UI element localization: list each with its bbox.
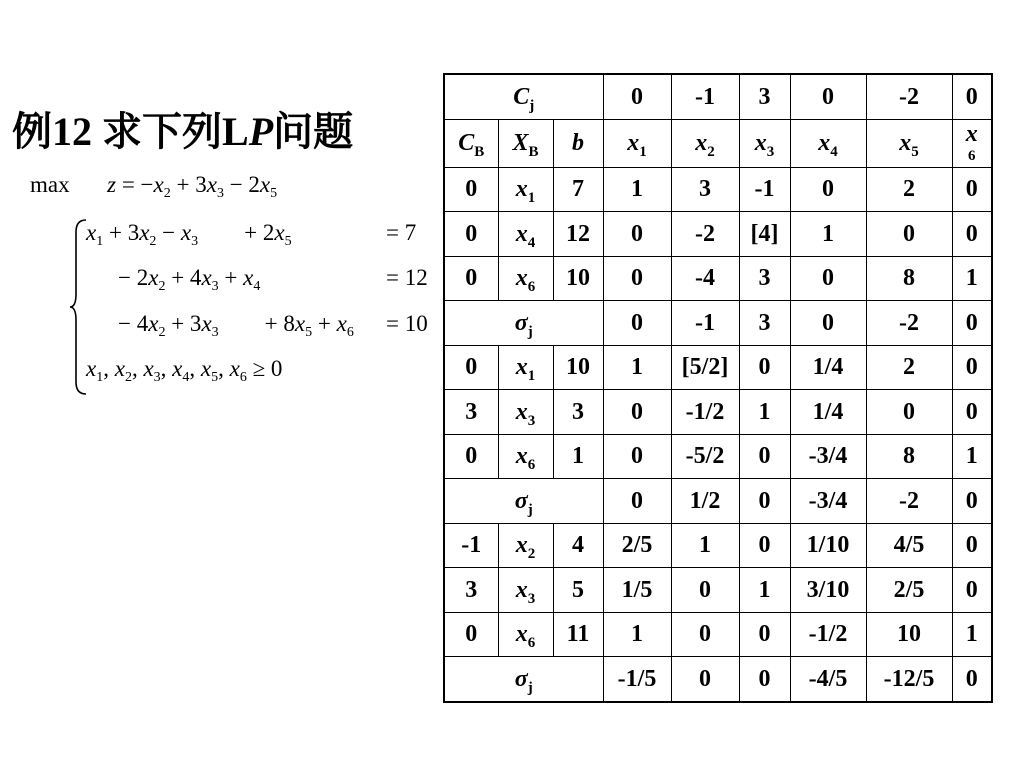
sigma-value-2: 1/2 — [671, 479, 739, 524]
sigma-value-1: 0 — [603, 301, 671, 346]
b-cell: 10 — [553, 345, 603, 390]
coef-cell-2: 3 — [671, 167, 739, 212]
sigma-value-1: -1/5 — [603, 657, 671, 702]
header-var-2: $x_2$ — [671, 119, 739, 167]
sigma-value-5: -2 — [866, 301, 952, 346]
cb-cell: 3 — [444, 568, 498, 613]
table-row — [444, 390, 992, 435]
coef-cell-6: 0 — [952, 523, 992, 568]
coef-cell-6: 1 — [952, 256, 992, 301]
cj-value-5: -2 — [866, 74, 952, 119]
coef-cell-5: 0 — [866, 212, 952, 257]
table-row — [444, 434, 992, 479]
coef-cell-3: [4] — [739, 212, 790, 257]
sigma-value-4: 0 — [790, 301, 866, 346]
coef-cell-1: 0 — [603, 434, 671, 479]
coef-cell-5: 8 — [866, 256, 952, 301]
cb-cell: -1 — [444, 523, 498, 568]
sigma-row — [444, 657, 992, 702]
sigma-value-5: -2 — [866, 479, 952, 524]
cb-cell: 0 — [444, 212, 498, 257]
cb-cell: 0 — [444, 345, 498, 390]
lp-problem — [28, 170, 438, 400]
sigma-label: $\sigma_j$ — [444, 301, 603, 346]
cb-cell: 0 — [444, 612, 498, 657]
sigma-value-4: -4/5 — [790, 657, 866, 702]
constraint-3-rhs: = 10 — [386, 311, 428, 336]
basis-var-cell: $x_6$ — [498, 612, 553, 657]
slide-title — [12, 100, 353, 157]
coef-cell-6: 1 — [952, 434, 992, 479]
sigma-row — [444, 301, 992, 346]
constraint-3: − $4x_2 + 3x_3$ + $8x_5 + x_6$ — [118, 311, 354, 340]
header-var-4: $x_4$ — [790, 119, 866, 167]
objective-row — [30, 172, 278, 201]
b-cell: 3 — [553, 390, 603, 435]
table-row — [444, 523, 992, 568]
coef-cell-1: 1 — [603, 345, 671, 390]
sigma-value-2: -1 — [671, 301, 739, 346]
coef-cell-1: 1 — [603, 167, 671, 212]
cj-label: $C_j$ — [444, 74, 603, 119]
cj-value-2: -1 — [671, 74, 739, 119]
cb-cell: 3 — [444, 390, 498, 435]
b-cell: 11 — [553, 612, 603, 657]
table-row — [444, 256, 992, 301]
basis-var-cell: $x_3$ — [498, 390, 553, 435]
sigma-value-3: 0 — [739, 657, 790, 702]
coef-cell-1: 0 — [603, 256, 671, 301]
coef-cell-1: 0 — [603, 212, 671, 257]
sigma-value-6: 0 — [952, 657, 992, 702]
coef-cell-2: [5/2] — [671, 345, 739, 390]
coef-cell-3: -1 — [739, 167, 790, 212]
coef-cell-2: -5/2 — [671, 434, 739, 479]
title-italic: P — [248, 109, 274, 154]
constraint-2: − $2x_2 + 4x_3 + x_4$ — [118, 265, 261, 294]
coef-cell-6: 0 — [952, 212, 992, 257]
sigma-value-6: 0 — [952, 301, 992, 346]
basis-var-cell: $x_2$ — [498, 523, 553, 568]
cj-value-6: 0 — [952, 74, 992, 119]
coef-cell-2: 1 — [671, 523, 739, 568]
coef-cell-6: 0 — [952, 345, 992, 390]
title-prefix: 例 — [12, 109, 52, 154]
coef-cell-1: 0 — [603, 390, 671, 435]
coef-cell-2: 0 — [671, 568, 739, 613]
coef-cell-3: 1 — [739, 568, 790, 613]
sigma-label: $\sigma_j$ — [444, 657, 603, 702]
coef-cell-2: -1/2 — [671, 390, 739, 435]
table-row — [444, 212, 992, 257]
header-cb: $C_B$ — [444, 119, 498, 167]
basis-var-cell: $x_4$ — [498, 212, 553, 257]
coef-cell-4: 1/4 — [790, 345, 866, 390]
b-cell: 1 — [553, 434, 603, 479]
b-cell: 4 — [553, 523, 603, 568]
coef-cell-5: 4/5 — [866, 523, 952, 568]
b-cell: 7 — [553, 167, 603, 212]
header-var-1: $x_1$ — [603, 119, 671, 167]
simplex-tableau — [443, 73, 993, 703]
coef-cell-3: 0 — [739, 612, 790, 657]
constraint-brace — [68, 218, 88, 396]
coef-cell-3: 0 — [739, 434, 790, 479]
coef-cell-6: 0 — [952, 167, 992, 212]
sigma-value-3: 0 — [739, 479, 790, 524]
coef-cell-3: 0 — [739, 345, 790, 390]
coef-cell-5: 2 — [866, 167, 952, 212]
coef-cell-6: 0 — [952, 390, 992, 435]
header-var-5: $x_5$ — [866, 119, 952, 167]
coef-cell-4: 0 — [790, 167, 866, 212]
sigma-value-2: 0 — [671, 657, 739, 702]
title-text: 求下列L — [92, 109, 249, 154]
title-number: 12 — [52, 109, 92, 154]
coef-cell-4: -1/2 — [790, 612, 866, 657]
coef-cell-1: 1 — [603, 612, 671, 657]
objective-function: $z = -x_2 + 3x_3 - 2x_5$ — [107, 172, 278, 201]
coef-cell-5: 10 — [866, 612, 952, 657]
b-cell: 5 — [553, 568, 603, 613]
cb-cell: 0 — [444, 167, 498, 212]
objective-label: max — [30, 172, 70, 197]
cj-value-1: 0 — [603, 74, 671, 119]
basis-var-cell: $x_1$ — [498, 167, 553, 212]
coef-cell-3: 0 — [739, 523, 790, 568]
coef-cell-2: -2 — [671, 212, 739, 257]
table-row — [444, 612, 992, 657]
constraint-2-rhs: = 12 — [386, 265, 428, 290]
basis-var-cell: $x_1$ — [498, 345, 553, 390]
coef-cell-4: 3/10 — [790, 568, 866, 613]
coef-cell-5: 2/5 — [866, 568, 952, 613]
title-text-end: 问题 — [273, 109, 354, 154]
constraint-1-rhs: = 7 — [386, 220, 417, 245]
cj-value-3: 3 — [739, 74, 790, 119]
sigma-value-5: -12/5 — [866, 657, 952, 702]
coef-cell-5: 0 — [866, 390, 952, 435]
coef-cell-4: 1 — [790, 212, 866, 257]
table-row — [444, 345, 992, 390]
coef-cell-3: 1 — [739, 390, 790, 435]
coef-cell-1: 2/5 — [603, 523, 671, 568]
header-var-6: x 6 — [952, 119, 992, 167]
sigma-value-1: 0 — [603, 479, 671, 524]
coef-cell-5: 8 — [866, 434, 952, 479]
coef-cell-4: 1/10 — [790, 523, 866, 568]
header-row — [444, 119, 992, 167]
constraint-1: $x_1 + 3x_2 - x_3$ + $2x_5$ — [86, 220, 292, 249]
cj-row — [444, 74, 992, 119]
coef-cell-4: -3/4 — [790, 434, 866, 479]
header-xb: $X_B$ — [498, 119, 553, 167]
coef-cell-4: 0 — [790, 256, 866, 301]
sigma-row — [444, 479, 992, 524]
coef-cell-1: 1/5 — [603, 568, 671, 613]
table-row — [444, 568, 992, 613]
coef-cell-6: 1 — [952, 612, 992, 657]
sigma-value-6: 0 — [952, 479, 992, 524]
basis-var-cell: $x_6$ — [498, 256, 553, 301]
coef-cell-4: 1/4 — [790, 390, 866, 435]
header-b: b — [553, 119, 603, 167]
cb-cell: 0 — [444, 434, 498, 479]
coef-cell-5: 2 — [866, 345, 952, 390]
sigma-value-3: 3 — [739, 301, 790, 346]
sigma-value-4: -3/4 — [790, 479, 866, 524]
basis-var-cell: $x_3$ — [498, 568, 553, 613]
table-row — [444, 167, 992, 212]
header-var-3: $x_3$ — [739, 119, 790, 167]
coef-cell-2: -4 — [671, 256, 739, 301]
cb-cell: 0 — [444, 256, 498, 301]
coef-cell-2: 0 — [671, 612, 739, 657]
coef-cell-3: 3 — [739, 256, 790, 301]
cj-value-4: 0 — [790, 74, 866, 119]
coef-cell-6: 0 — [952, 568, 992, 613]
sigma-label: $\sigma_j$ — [444, 479, 603, 524]
nonnegativity: $x_1$, $x_2$, $x_3$, $x_4$, $x_5$, $x_6 \ge 0$ — [86, 356, 283, 385]
b-cell: 10 — [553, 256, 603, 301]
basis-var-cell: $x_6$ — [498, 434, 553, 479]
b-cell: 12 — [553, 212, 603, 257]
